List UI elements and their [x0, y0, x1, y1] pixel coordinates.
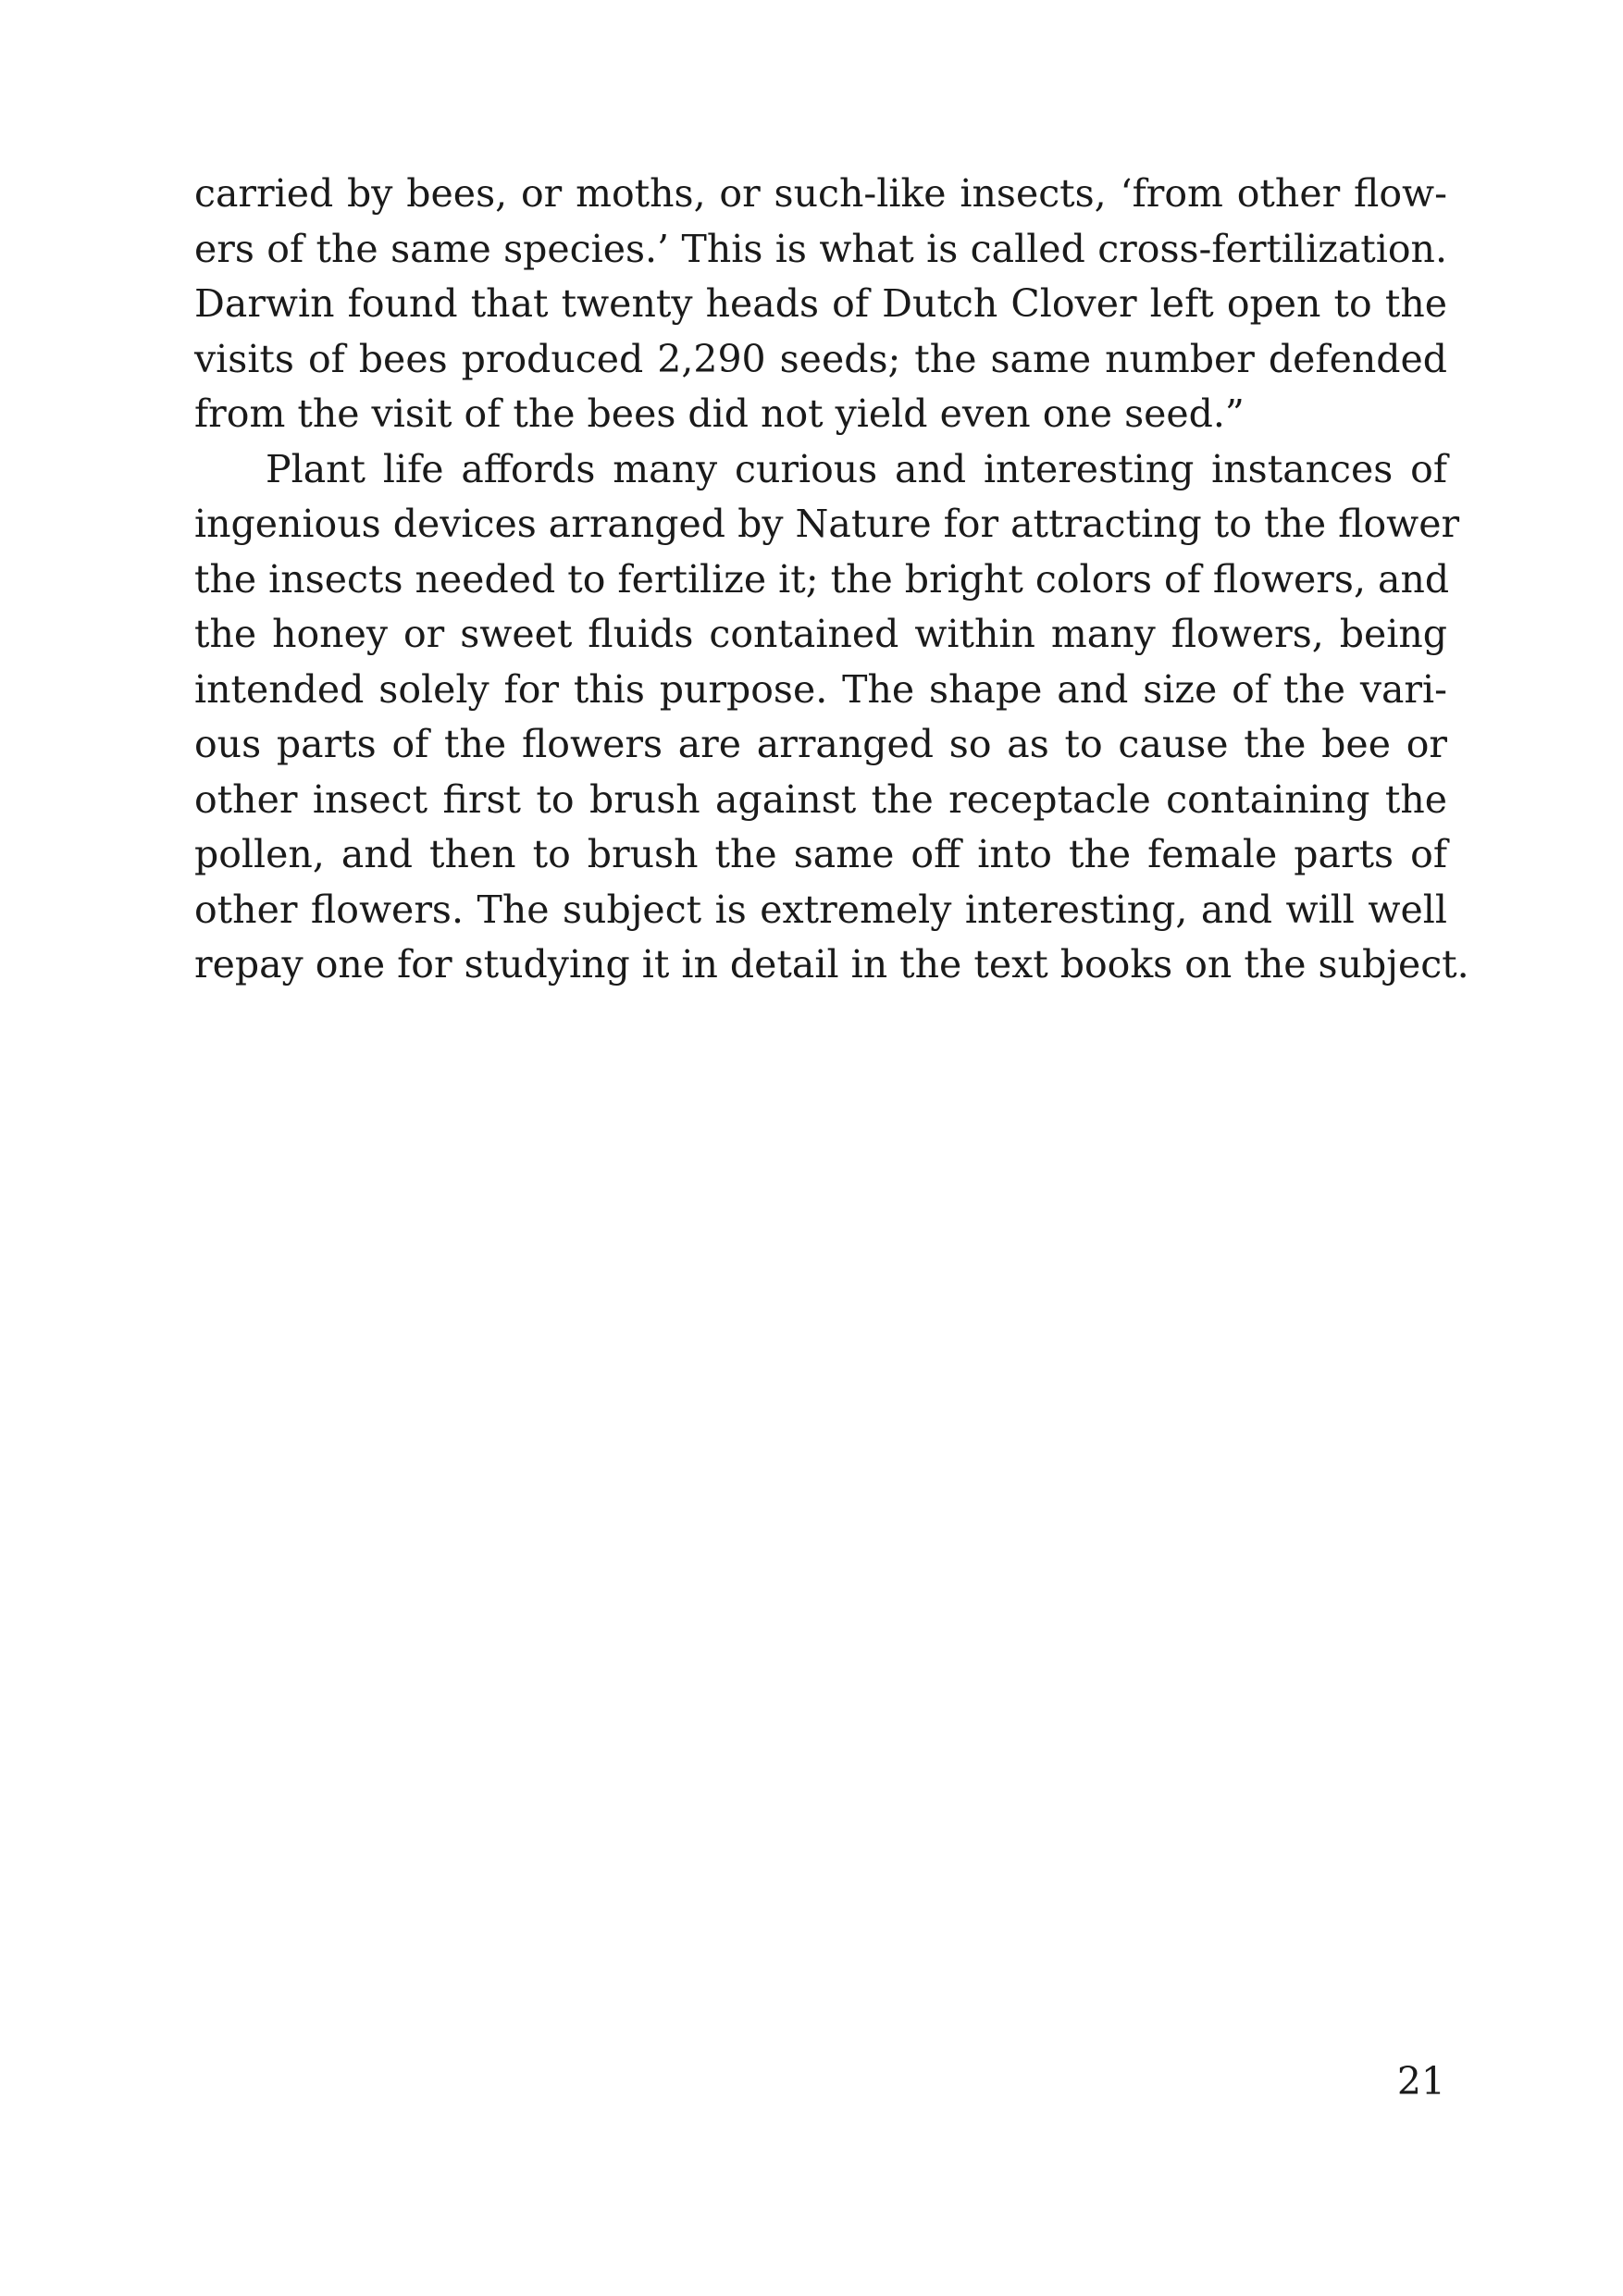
text-line: visits of bees produced 2,290 seeds; the same number defended	[194, 336, 1447, 381]
text-line: Darwin found that twenty heads of Dutch Clover left open to the	[194, 281, 1447, 326]
text-line: repay one for studying it in detail in the text books on the subject.	[194, 942, 1469, 987]
text-line: other flowers. The subject is extremely interesting, and will well	[194, 887, 1447, 932]
text-line: carried by bees, or moths, or such-like insects, ‘from other flow-	[194, 171, 1447, 216]
paragraph-continuation	[194, 167, 1447, 442]
text-line: intended solely for this purpose. The shape and size of the vari-	[194, 666, 1447, 712]
text-line: other insect first to brush against the receptacle containing the	[194, 776, 1447, 822]
text-line: the honey or sweet fluids contained within many flowers, being	[194, 612, 1447, 656]
text-line: pollen, and then to brush the same off into the female parts of	[194, 832, 1447, 876]
paragraph-plant-life	[194, 442, 1469, 993]
text-line: Plant life affords many curious and interesting instances of	[266, 446, 1447, 491]
text-line: ingenious devices arranged by Nature for attracting to the flower	[194, 502, 1460, 546]
text-line: the insects needed to fertilize it; the bright colors of flowers, and	[194, 556, 1450, 602]
text-line: from the visit of the bees did not yield even one seed.”	[194, 391, 1245, 436]
text-line: ous parts of the flowers are arranged so as to cause the bee or	[194, 722, 1447, 766]
body-text	[194, 167, 1469, 993]
text-line: ers of the same species.’ This is what is called cross-fertilization.	[194, 226, 1447, 271]
page-number: 21	[1396, 2059, 1445, 2104]
